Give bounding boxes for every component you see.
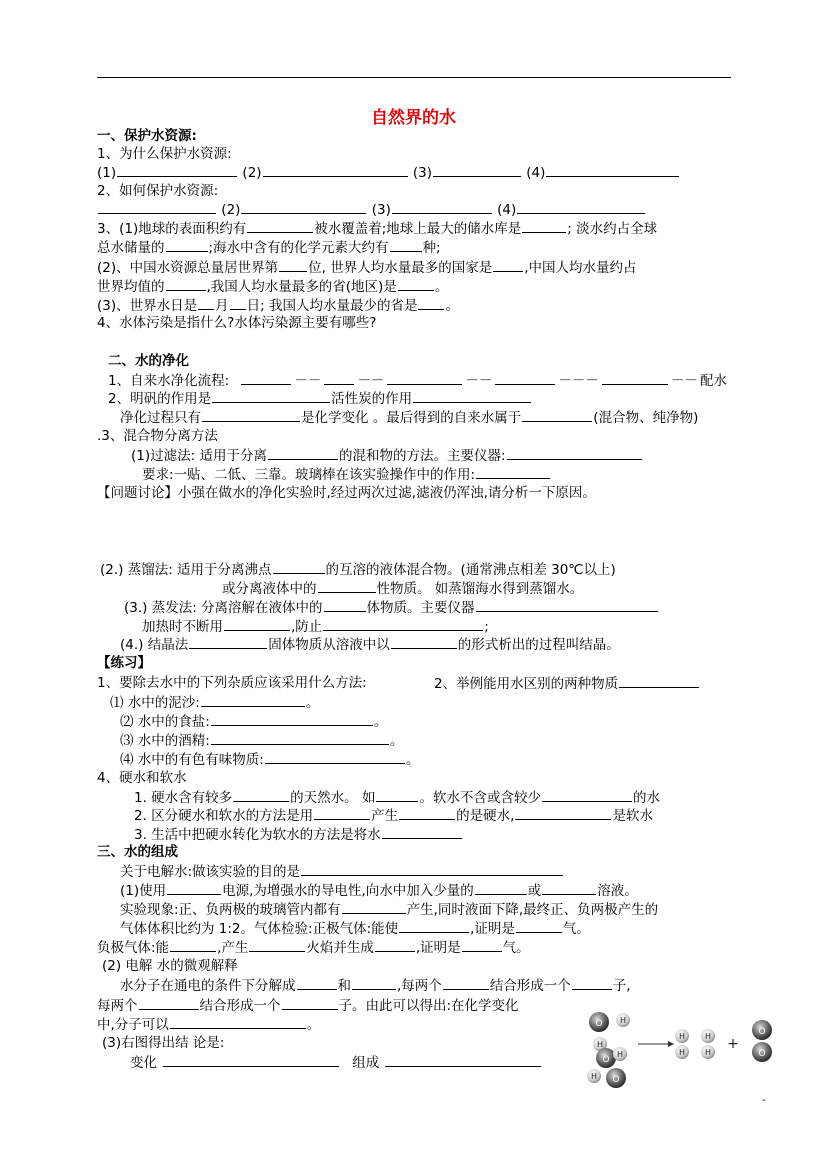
atom-label: H <box>619 1016 627 1025</box>
atom-label: H <box>704 1048 712 1057</box>
distillation-line-2: 或分离液体中的 性物质。 如蒸馏海水得到蒸馏水。 <box>222 581 584 597</box>
impurity-3: ⑶ 水中的酒精: 。 <box>120 733 404 749</box>
blank[interactable] <box>170 1015 306 1029</box>
separation-methods: .3、混合物分离方法 <box>97 428 218 444</box>
blank[interactable] <box>230 296 246 310</box>
blank[interactable] <box>619 674 699 688</box>
electrolysis-molecule-figure <box>582 1012 782 1102</box>
blank[interactable] <box>382 825 462 839</box>
impurity-1: ⑴ 水中的泥沙: 。 <box>110 695 320 711</box>
water-molecule-icon <box>596 1047 627 1068</box>
atom-label: O <box>758 1049 766 1059</box>
blank[interactable] <box>224 617 290 631</box>
blank[interactable] <box>495 371 555 385</box>
micro-explanation-heading: (2) 电解 水的微观解释 <box>102 958 238 974</box>
blank[interactable] <box>542 881 596 895</box>
blank[interactable] <box>515 806 611 820</box>
practice-question-2: 2、举例能用水区别的两种物质 <box>434 674 700 693</box>
chemical-change-line: 净化过程只有 是化学变化 。最后得到的自来水属于 (混合物、纯净物) <box>120 410 699 426</box>
distillation-line: (2.) 蒸馏法: 适用于分离沸点 的互溶的液体混合物。(通常沸点相差 30℃以上) <box>100 562 616 578</box>
blank[interactable] <box>297 976 337 990</box>
micro-explanation-3: 中,分子可以 。 <box>97 1017 321 1033</box>
evaporation-line-2: 加热时不断用 ,防止 ; <box>142 619 489 635</box>
atom-label: H <box>616 1050 624 1059</box>
blank[interactable] <box>462 938 502 952</box>
molecule-diagram <box>582 1012 782 1102</box>
atom-label: O <box>602 1055 610 1065</box>
blank[interactable] <box>572 976 612 990</box>
question-3-line-2: 总水储量的 ;海水中含有的化学元素大约有 种; <box>97 240 441 256</box>
arrow-head-icon <box>668 1041 674 1047</box>
atom-label: H <box>590 1072 598 1081</box>
blank[interactable] <box>301 862 563 876</box>
blank[interactable] <box>392 200 492 214</box>
blank[interactable] <box>212 389 330 403</box>
page-title: 自然界的水 <box>371 108 456 128</box>
blank[interactable] <box>476 598 658 612</box>
blank[interactable] <box>314 806 370 820</box>
electrolysis-phenomena: 实验现象:正、负两极的玻璃管内都有 产生,同时液面下降,最终正、负两极产生的 <box>120 902 659 918</box>
blank[interactable] <box>391 635 457 649</box>
electrolysis-gas-test: 气体体积比约为 1:2。气体检验:正极气体:能使 ,证明是 气。 <box>120 921 590 937</box>
alum-function: 2、明矾的作用是 活性炭的作用 <box>108 389 532 408</box>
blank[interactable] <box>211 712 373 726</box>
blank[interactable] <box>433 163 521 177</box>
blank[interactable] <box>516 919 562 933</box>
blank[interactable] <box>268 446 338 460</box>
blank[interactable] <box>170 938 216 952</box>
blank[interactable] <box>376 788 418 802</box>
electrolysis-purpose: 关于电解水:做该实验的目的是 <box>120 862 564 881</box>
water-molecule-icon <box>587 1068 626 1088</box>
blank[interactable] <box>117 163 237 177</box>
practice-question-1: 1、要除去水中的下列杂质应该采用什么方法: <box>97 675 367 691</box>
blank[interactable] <box>507 446 642 460</box>
oxygen-molecule-icon <box>752 1020 772 1062</box>
micro-explanation-2: 每两个 结合形成一个 子。由此可以得出:在化学变化 <box>97 998 519 1014</box>
blank[interactable] <box>390 238 422 252</box>
blank[interactable] <box>522 219 566 233</box>
impurity-4: ⑷ 水中的有色有味物质: 。 <box>120 752 420 768</box>
blank[interactable] <box>522 408 592 422</box>
atom-label: H <box>704 1032 712 1041</box>
blank[interactable] <box>418 296 444 310</box>
question-2-blanks: (2) (3) (4) <box>97 200 646 219</box>
evaporation-line: (3.) 蒸发法: 分离溶解在液体中的 体物质。主要仪器 <box>124 598 659 617</box>
blank[interactable] <box>375 938 415 952</box>
hydrogen-molecule-icon <box>675 1029 689 1059</box>
electrolysis-power: (1)使用 电源,为增强水的导电性,向水中加入少量的 或 溶液。 <box>120 883 638 899</box>
blank[interactable] <box>399 806 455 820</box>
question-3-line-3: (2)、中国水资源总量居世界第 位, 世界人均水量最多的国家是 ,中国人均水量约占 <box>97 260 637 276</box>
blank[interactable] <box>249 938 305 952</box>
blank[interactable] <box>167 881 221 895</box>
question-3-line-1: 3、(1)地球的表面积约有 被水覆盖着;地球上最大的储水库是 ; 淡水约占全球 <box>97 221 658 237</box>
blank[interactable] <box>247 219 313 233</box>
negative-gas-test: 负极气体:能 ,产生 火焰并生成 ,证明是 气。 <box>97 940 530 956</box>
question-4: 4、水体污染是指什么?水体污染源主要有哪些? <box>97 315 377 331</box>
blank[interactable] <box>282 996 338 1010</box>
blank[interactable] <box>201 693 305 707</box>
question-3-line-5: (3)、世界水日是 月 日; 我国人均水量最少的省是 。 <box>97 298 459 314</box>
blank[interactable] <box>385 1053 541 1067</box>
hard-water-1: 1. 硬水含有较多 的天然水。 如 。软水不含或含较少 的水 <box>134 790 660 806</box>
blank[interactable] <box>324 598 366 612</box>
conclusion-line: 变化 组成 <box>130 1053 542 1072</box>
crystallization-line: (4.) 结晶法 固体物质从溶液中以 的形式析出的过程叫结晶。 <box>120 637 620 653</box>
purification-flow: 1、自来水净化流程: －－ －－ －－ －－－ －－ 配水 <box>108 373 727 389</box>
blank[interactable] <box>265 750 405 764</box>
page-footmark: - <box>762 1095 766 1106</box>
blank[interactable] <box>241 200 366 214</box>
blank[interactable] <box>398 277 434 291</box>
blank[interactable] <box>273 560 325 574</box>
blank[interactable] <box>233 788 289 802</box>
practice-heading: 【练习】 <box>97 655 151 671</box>
blank[interactable] <box>517 200 645 214</box>
impurity-2: ⑵ 水中的食盐: 。 <box>120 714 388 730</box>
plus-sign: + <box>727 1036 739 1052</box>
blank[interactable] <box>318 579 376 593</box>
atom-label: O <box>758 1027 766 1037</box>
blank[interactable] <box>202 408 300 422</box>
blank[interactable] <box>413 389 531 403</box>
header-rule <box>97 77 731 78</box>
blank[interactable] <box>163 1053 339 1067</box>
atom-label: O <box>612 1075 620 1085</box>
blank[interactable] <box>323 617 483 631</box>
blank[interactable] <box>342 900 406 914</box>
question-1-blanks: (1) (2) (3) (4) <box>97 163 680 182</box>
filtration-line: (1)过滤法: 适用于分离 的混和物的方法。主要仪器: <box>131 446 643 465</box>
blank[interactable] <box>166 238 208 252</box>
problem-discussion: 【问题讨论】小强在做水的净化实验时,经过两次过滤,滤液仍浑浊,请分析一下原因。 <box>97 485 596 501</box>
blank[interactable] <box>475 881 527 895</box>
blank[interactable] <box>198 296 214 310</box>
blank[interactable] <box>493 258 523 272</box>
blank[interactable] <box>166 277 206 291</box>
blank[interactable] <box>443 976 489 990</box>
micro-explanation-1: 水分子在通电的条件下分解成 和 ,每两个 结合形成一个 子, <box>120 978 631 994</box>
hard-soft-water-heading: 4、硬水和软水 <box>97 770 187 786</box>
blank[interactable] <box>399 919 469 933</box>
section-3-heading: 三、水的组成 <box>97 844 178 860</box>
blank[interactable] <box>211 731 389 745</box>
blank[interactable] <box>279 258 307 272</box>
blank[interactable] <box>241 371 291 385</box>
blank[interactable] <box>476 465 550 479</box>
atom-label: H <box>678 1032 686 1041</box>
blank[interactable] <box>352 976 396 990</box>
atom-label: H <box>678 1048 686 1057</box>
filtration-requirement: 要求:一贴、二低、三靠。玻璃棒在该实验操作中的作用: <box>142 465 551 484</box>
blank[interactable] <box>602 371 668 385</box>
blank[interactable] <box>139 996 199 1010</box>
blank[interactable] <box>263 163 408 177</box>
conclusion-heading: (3)右图得出结 论是: <box>102 1035 225 1051</box>
blank[interactable] <box>542 788 632 802</box>
hard-water-2: 2. 区分硬水和软水的方法是用 产生 的是硬水, 是软水 <box>134 808 653 824</box>
atom-label: O <box>595 1019 603 1029</box>
section-1-heading: 一、保护水资源: <box>97 128 197 144</box>
blank[interactable] <box>387 371 462 385</box>
section-2-heading: 二、水的净化 <box>108 353 189 369</box>
question-2: 2、如何保护水资源: <box>97 183 219 199</box>
hydrogen-molecule-icon <box>701 1029 715 1059</box>
atom-label: H <box>596 1040 604 1049</box>
hard-water-3: 3. 生活中把硬水转化为软水的方法是将水 <box>134 825 463 844</box>
blank[interactable] <box>546 163 679 177</box>
question-1: 1、为什么保护水资源: <box>97 146 232 162</box>
blank[interactable] <box>98 200 216 214</box>
water-molecule-icon <box>589 1012 630 1051</box>
blank[interactable] <box>189 635 267 649</box>
blank[interactable] <box>324 371 354 385</box>
question-3-line-4: 世界均值的 ,我国人均水量最多的省(地区)是 。 <box>97 279 449 295</box>
